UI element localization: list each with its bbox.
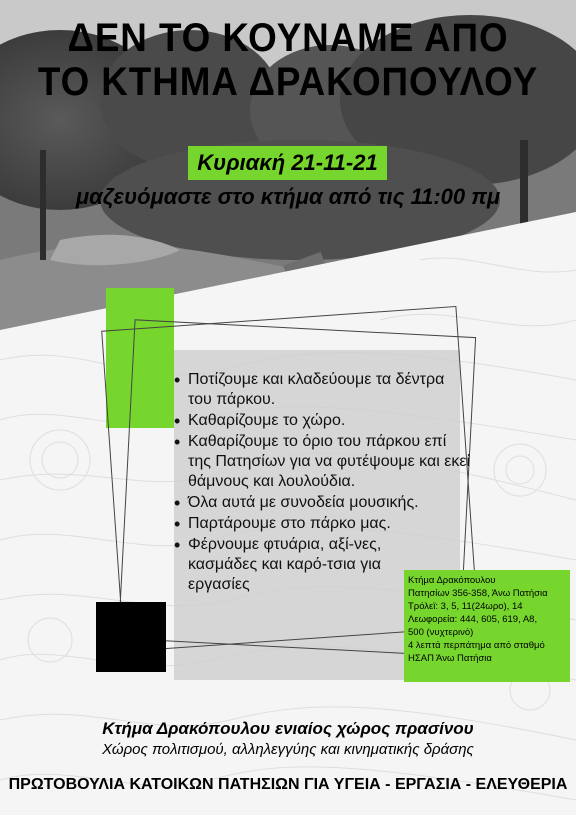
activity-item: • Καθαρίζουμε το χώρο. xyxy=(172,411,472,431)
footer-organizer: ΠΡΩΤΟΒΟΥΛΙΑ ΚΑΤΟΙΚΩΝ ΠΑΤΗΣΙΩΝ ΓΙΑ ΥΓΕΙΑ - ΕΡΓΑΣΙΑ - ΕΛΕΥΘΕΡΙΑ xyxy=(8,776,568,793)
poster-title-line2: ΤΟ ΚΤΗΜΑ ΔΡΑΚΟΠΟΥΛΟΥ xyxy=(37,60,539,104)
activity-item: • Παρτάρουμε στο πάρκο μας. xyxy=(172,514,472,534)
bus-lines-night: 500 (νυχτερινό) xyxy=(408,627,474,638)
station-name: ΗΣΑΠ Άνω Πατήσια xyxy=(408,653,492,664)
walk-note: 4 λεπτά περπάτημα από σταθμό xyxy=(408,640,545,651)
trolley-lines: Τρόλεϊ: 3, 5, 11(24ωρο), 14 xyxy=(408,601,523,612)
event-date: Κυριακή 21-11-21 xyxy=(197,150,378,175)
gathering-time: μαζευόμαστε στο κτήμα από τις 11:00 πμ xyxy=(75,184,501,209)
black-accent-square xyxy=(96,602,166,672)
activity-item: • Όλα αυτά με συνοδεία μουσικής. xyxy=(172,493,472,513)
activity-item: • Φέρνουμε φτυάρια, αξί-νες, κασμάδες και καρό-τσια για εργασίες xyxy=(172,535,398,595)
activities-list xyxy=(172,370,472,596)
poster-title-line1: ΔΕΝ ΤΟ ΚΟΥΝΑΜΕ ΑΠΟ xyxy=(67,16,509,60)
footer-subline: Χώρος πολιτισμού, αλληλεγγύης και κινηματικής δράσης xyxy=(102,741,474,758)
activity-item: • Καθαρίζουμε το όριο του πάρκου επί της Πατησίων για να φυτέψουμε και εκεί θάμνους και λουλούδια. xyxy=(172,432,472,492)
location-name: Κτήμα Δρακόπουλου xyxy=(408,575,496,586)
location-address: Πατησίων 356-358, Άνω Πατήσια xyxy=(408,588,548,599)
activity-item: • Ποτίζουμε και κλαδεύουμε τα δέντρα του πάρκου. xyxy=(172,370,472,410)
footer-headline: Κτήμα Δρακόπουλου ενιαίος χώρος πρασίνου xyxy=(102,719,474,738)
location-info-box xyxy=(404,570,570,682)
bus-lines: Λεωφορεία: 444, 605, 619, Α8, xyxy=(408,614,538,625)
